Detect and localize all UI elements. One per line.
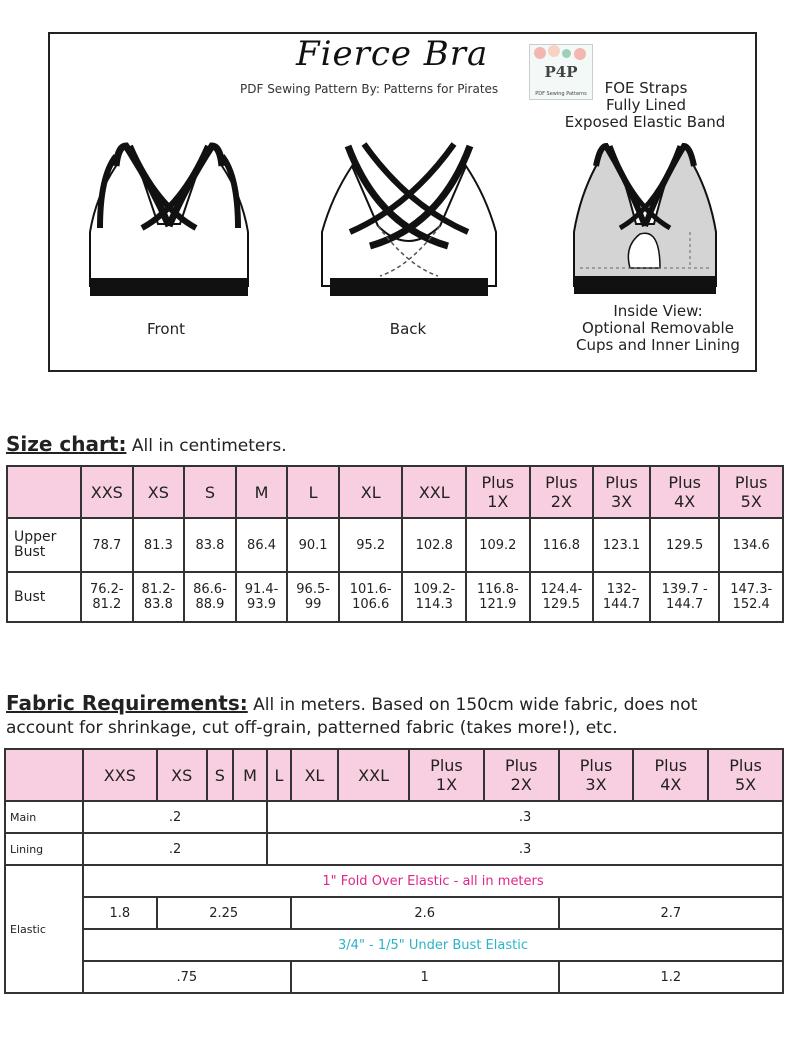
cell-line: XXS [103, 765, 136, 785]
cell-line: 116.8- [476, 582, 519, 597]
fabric-row-under-title [5, 929, 783, 961]
cell-line: Plus [734, 473, 768, 492]
size-header [339, 466, 403, 518]
cell-line: XXL [358, 765, 389, 785]
cell-line: 129.5 [666, 537, 704, 553]
cell-line: 81.2 [92, 597, 122, 612]
feature-foe-straps: FOE Straps [604, 79, 688, 97]
cell-line: Plus [605, 473, 638, 492]
size-chart-row-bust [7, 572, 783, 622]
cell-line: 1X [487, 492, 509, 511]
cell-line: L [308, 482, 318, 502]
cell-line: 123.1 [602, 537, 641, 553]
measurement-cell [650, 518, 720, 572]
cell-line: 81.3 [143, 537, 173, 553]
cell-line: 81.2- [141, 582, 176, 597]
lining-value-small: .2 [83, 833, 267, 865]
cell-line: 114.3 [415, 597, 453, 612]
size-header [402, 466, 466, 518]
size-header [184, 466, 236, 518]
cell-line: 121.9 [479, 597, 517, 612]
cell-line: 102.8 [415, 537, 453, 553]
cell-line: Plus [545, 473, 578, 492]
cell-line: 152.4 [732, 597, 770, 612]
size-header [291, 749, 338, 801]
size-header [157, 749, 207, 801]
size-header [409, 749, 484, 801]
cell-line: XXL [418, 482, 450, 502]
feature-fully-lined: Fully Lined [605, 96, 687, 114]
fabric-row-foe-values [5, 897, 783, 929]
measurement-cell [402, 572, 466, 622]
feature-exposed-elastic: Exposed Elastic Band [564, 113, 726, 131]
cell-line: 3X [610, 492, 633, 511]
size-header [83, 749, 157, 801]
lining-value-large: .3 [267, 833, 783, 865]
front-caption: Front [147, 320, 185, 338]
inside-view-line1: Optional Removable [582, 319, 734, 337]
cell-line: 2X [550, 492, 572, 511]
cell-line: Plus [430, 756, 463, 775]
cell-line: XS [171, 765, 193, 785]
cell-line: Plus [729, 756, 762, 775]
under-bust-title: 3/4" - 1/5" Under Bust Elastic [83, 929, 783, 961]
cell-line: 90.1 [298, 537, 328, 553]
measurement-cell [184, 518, 236, 572]
size-chart-heading [6, 432, 287, 456]
cell-line: 109.2- [413, 582, 456, 597]
cell-line: Upper [14, 529, 57, 545]
cell-line: 129.5 [542, 597, 580, 612]
measurement-cell [81, 572, 133, 622]
measurement-cell [133, 518, 185, 572]
measurement-cell [719, 572, 783, 622]
size-header [233, 749, 267, 801]
measurement-cell [287, 518, 339, 572]
size-header [236, 466, 288, 518]
size-chart-table [6, 465, 784, 623]
row-label [7, 518, 81, 572]
under-value-mid: 1 [291, 961, 559, 993]
measurement-cell [81, 518, 133, 572]
measurement-cell [466, 518, 530, 572]
measurement-cell [402, 518, 466, 572]
cell-line: 116.8 [542, 537, 580, 553]
size-header [287, 466, 339, 518]
size-header [719, 466, 783, 518]
measurement-cell [236, 518, 288, 572]
cell-line: XS [147, 482, 169, 502]
under-value-large: 1.2 [559, 961, 783, 993]
cell-line: S [204, 482, 216, 502]
size-header [708, 749, 783, 801]
size-chart-header-row [7, 466, 783, 518]
measurement-cell [593, 572, 650, 622]
fabric-row-main [5, 801, 783, 833]
fabric-header-row [5, 749, 783, 801]
cell-line: 144.7 [602, 597, 641, 612]
cell-line: 86.6- [193, 582, 227, 597]
measurement-cell [184, 572, 236, 622]
cell-line: 109.2 [479, 537, 517, 553]
size-header [530, 466, 594, 518]
cell-line: 83.8 [143, 597, 173, 612]
cell-line: XXS [90, 482, 123, 502]
cell-line: 93.9 [247, 597, 276, 612]
size-header [207, 749, 233, 801]
cell-line: 139.7 - [661, 582, 708, 597]
measurement-cell [466, 572, 530, 622]
front-view-illustration [86, 136, 252, 302]
foe-value-3x-5x: 2.7 [559, 897, 783, 929]
cell-line: 101.6- [349, 582, 392, 597]
inside-view-line2: Cups and Inner Lining [576, 336, 740, 354]
size-header [466, 466, 530, 518]
cell-line: 95.2 [356, 537, 386, 553]
cell-line: 99 [304, 597, 322, 612]
fabric-row-lining [5, 833, 783, 865]
cell-line: 83.8 [195, 537, 225, 553]
measurement-cell [593, 518, 650, 572]
cell-line: 78.7 [92, 537, 122, 553]
cell-line: XL [360, 482, 381, 502]
fabric-row-under-values [5, 961, 783, 993]
size-header [633, 749, 708, 801]
size-chart-title: Size chart: [6, 432, 127, 456]
measurement-cell [530, 572, 594, 622]
elastic-label: Elastic [5, 865, 83, 993]
row-label [7, 572, 81, 622]
size-chart-note: All in centimeters. [131, 436, 287, 456]
cell-line: Bust [14, 544, 46, 560]
size-header [559, 749, 634, 801]
measurement-cell [133, 572, 185, 622]
measurement-cell [339, 518, 403, 572]
measurement-cell [236, 572, 288, 622]
fabric-note-line2: account for shrinkage, cut off-grain, patterned fabric (takes more!), etc. [6, 718, 618, 738]
cell-line: 1X [435, 775, 458, 794]
main-value-small: .2 [83, 801, 267, 833]
pattern-title: Fierce Bra [296, 34, 489, 74]
cell-line: 2X [510, 775, 532, 794]
cell-line: M [243, 765, 257, 785]
cell-line: Plus [654, 756, 688, 775]
inside-view-caption [570, 303, 746, 354]
cell-line: XL [304, 765, 325, 785]
foe-value-xxs: 1.8 [83, 897, 157, 929]
under-value-small: .75 [83, 961, 291, 993]
logo-text: P4P [544, 63, 578, 81]
lining-label: Lining [5, 833, 83, 865]
size-header [338, 749, 409, 801]
size-header [81, 466, 133, 518]
measurement-cell [530, 518, 594, 572]
measurement-cell [287, 572, 339, 622]
cell-line: 91.4- [244, 582, 279, 597]
size-header [593, 466, 650, 518]
cell-line: 147.3- [730, 582, 773, 597]
foe-title: 1" Fold Over Elastic - all in meters [83, 865, 783, 897]
fabric-corner [5, 749, 83, 801]
cell-line: 4X [674, 492, 696, 511]
cell-line: 96.5- [296, 582, 330, 597]
cell-line: L [274, 765, 284, 785]
measurement-cell [339, 572, 403, 622]
size-header [133, 466, 185, 518]
fabric-table [4, 748, 784, 994]
foe-value-xl-2x: 2.6 [291, 897, 559, 929]
cell-line: 132- [606, 582, 637, 597]
cell-line: M [254, 482, 269, 502]
cell-line: 134.6 [732, 537, 770, 553]
cell-line: Plus [579, 756, 613, 775]
cell-line: S [214, 765, 225, 785]
pattern-subtitle: PDF Sewing Pattern By: Patterns for Pirates [240, 82, 499, 96]
foe-value-xs-l: 2.25 [157, 897, 291, 929]
size-header [484, 749, 559, 801]
main-value-large: .3 [267, 801, 783, 833]
cell-line: 4X [660, 775, 682, 794]
back-caption: Back [389, 320, 427, 338]
cell-line: Plus [668, 473, 701, 492]
cell-line: 88.9 [195, 597, 225, 612]
fabric-note-line1: All in meters. Based on 150cm wide fabric, does not [253, 695, 698, 715]
size-header [267, 749, 291, 801]
cell-line: 5X [740, 492, 762, 511]
cell-line: 144.7 [666, 597, 704, 612]
size-chart-corner [7, 466, 81, 518]
cell-line: 5X [735, 775, 757, 794]
fabric-row-foe-title [5, 865, 783, 897]
fabric-heading [6, 691, 697, 715]
cell-line: Plus [504, 756, 538, 775]
cell-line: Plus [481, 473, 515, 492]
measurement-cell [650, 572, 720, 622]
cell-line: 86.4 [247, 537, 276, 553]
back-view-illustration [318, 136, 500, 302]
inside-view-illustration [570, 136, 720, 302]
inside-view-title: Inside View: [613, 302, 703, 320]
size-header [650, 466, 720, 518]
main-label: Main [5, 801, 83, 833]
size-chart-row-upper-bust [7, 518, 783, 572]
measurement-cell [719, 518, 783, 572]
fabric-title: Fabric Requirements: [6, 691, 248, 715]
cell-line: 124.4- [540, 582, 583, 597]
brand-logo [529, 44, 593, 100]
cell-line: Bust [14, 588, 46, 605]
cell-line: 76.2- [89, 582, 124, 597]
cell-line: 3X [585, 775, 607, 794]
cell-line: 106.6 [352, 597, 390, 612]
logo-tagline: PDF Sewing Patterns [535, 91, 587, 97]
